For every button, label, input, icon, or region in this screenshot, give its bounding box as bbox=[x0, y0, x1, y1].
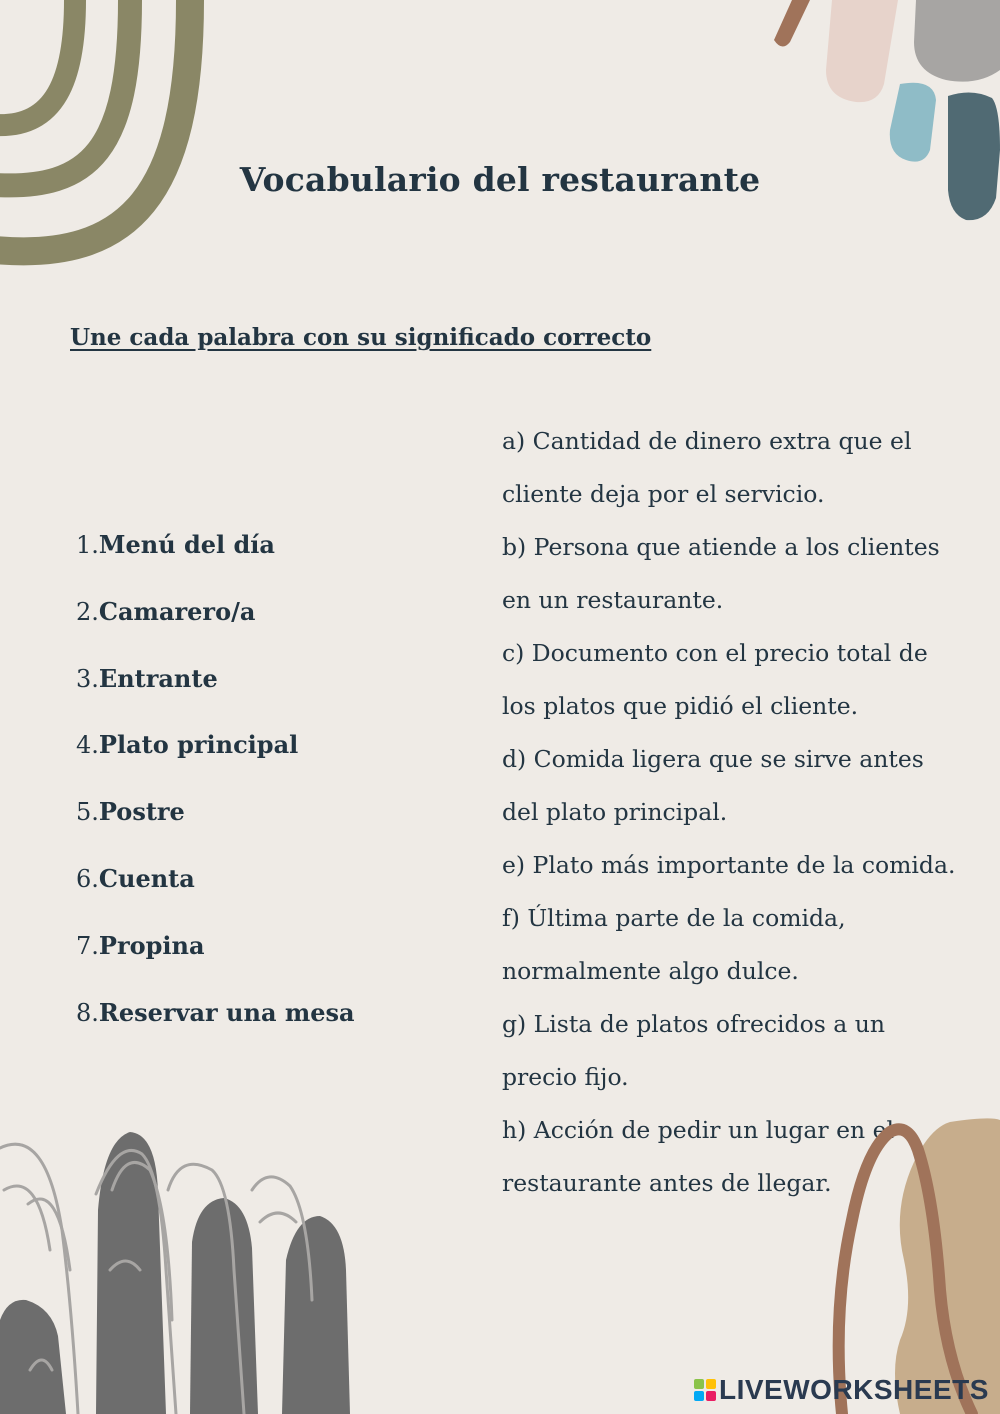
list-item bbox=[76, 730, 355, 797]
item-number: 1. bbox=[76, 531, 99, 559]
vocabulary-word: Entrante bbox=[98, 663, 218, 693]
tan-loop-decoration bbox=[830, 1110, 1000, 1414]
vocabulary-word: Cuenta bbox=[98, 863, 195, 893]
definition-item: g) Lista de platos ofrecidos a un precio fijo. bbox=[502, 1010, 886, 1091]
liveworksheets-wordmark: LIVEWORKSHEETS bbox=[719, 1374, 989, 1405]
list-item bbox=[76, 530, 355, 597]
vocabulary-word: Camarero/a bbox=[98, 596, 256, 626]
vocabulary-word: Reservar una mesa bbox=[98, 997, 355, 1027]
liveworksheets-icon bbox=[694, 1379, 716, 1401]
definition-item: e) Plato más importante de la comida. bbox=[502, 851, 956, 879]
definition-list bbox=[502, 415, 962, 1210]
vocabulary-word: Propina bbox=[98, 930, 205, 960]
item-number: 2. bbox=[76, 597, 99, 626]
definition-item: d) Comida ligera que se sirve antes del plato principal. bbox=[502, 745, 924, 826]
liveworksheets-logo bbox=[694, 1374, 989, 1406]
list-item bbox=[76, 797, 355, 864]
instruction-text: Une cada palabra con su significado correcto bbox=[70, 324, 652, 351]
item-number: 6. bbox=[76, 864, 99, 893]
vocabulary-word: Plato principal bbox=[98, 730, 299, 760]
list-item bbox=[76, 864, 355, 931]
definition-item: a) Cantidad de dinero extra que el cliente deja por el servicio. bbox=[502, 427, 912, 508]
list-item bbox=[76, 998, 355, 1065]
list-item bbox=[76, 931, 355, 998]
page-title: Vocabulario del restaurante bbox=[239, 160, 761, 199]
vocabulary-word: Menú del día bbox=[98, 530, 275, 559]
vocabulary-word: Postre bbox=[98, 797, 185, 827]
charcoal-arches-decoration bbox=[0, 1120, 360, 1414]
list-item bbox=[76, 664, 355, 731]
item-number: 3. bbox=[76, 664, 99, 693]
item-number: 8. bbox=[76, 998, 99, 1027]
item-number: 5. bbox=[76, 798, 99, 827]
definition-item: f) Última parte de la comida, normalmente algo dulce. bbox=[502, 904, 846, 985]
olive-arches-decoration bbox=[0, 0, 210, 275]
definition-item: h) Acción de pedir un lugar en el restaurante antes de llegar. bbox=[502, 1116, 895, 1197]
definition-item: b) Persona que atiende a los clientes en un restaurante. bbox=[502, 533, 940, 614]
item-number: 4. bbox=[76, 731, 99, 760]
definition-item: c) Documento con el precio total de los platos que pidió el cliente. bbox=[502, 639, 928, 720]
list-item bbox=[76, 597, 355, 664]
vocabulary-word-list bbox=[76, 530, 355, 1064]
item-number: 7. bbox=[76, 931, 99, 960]
